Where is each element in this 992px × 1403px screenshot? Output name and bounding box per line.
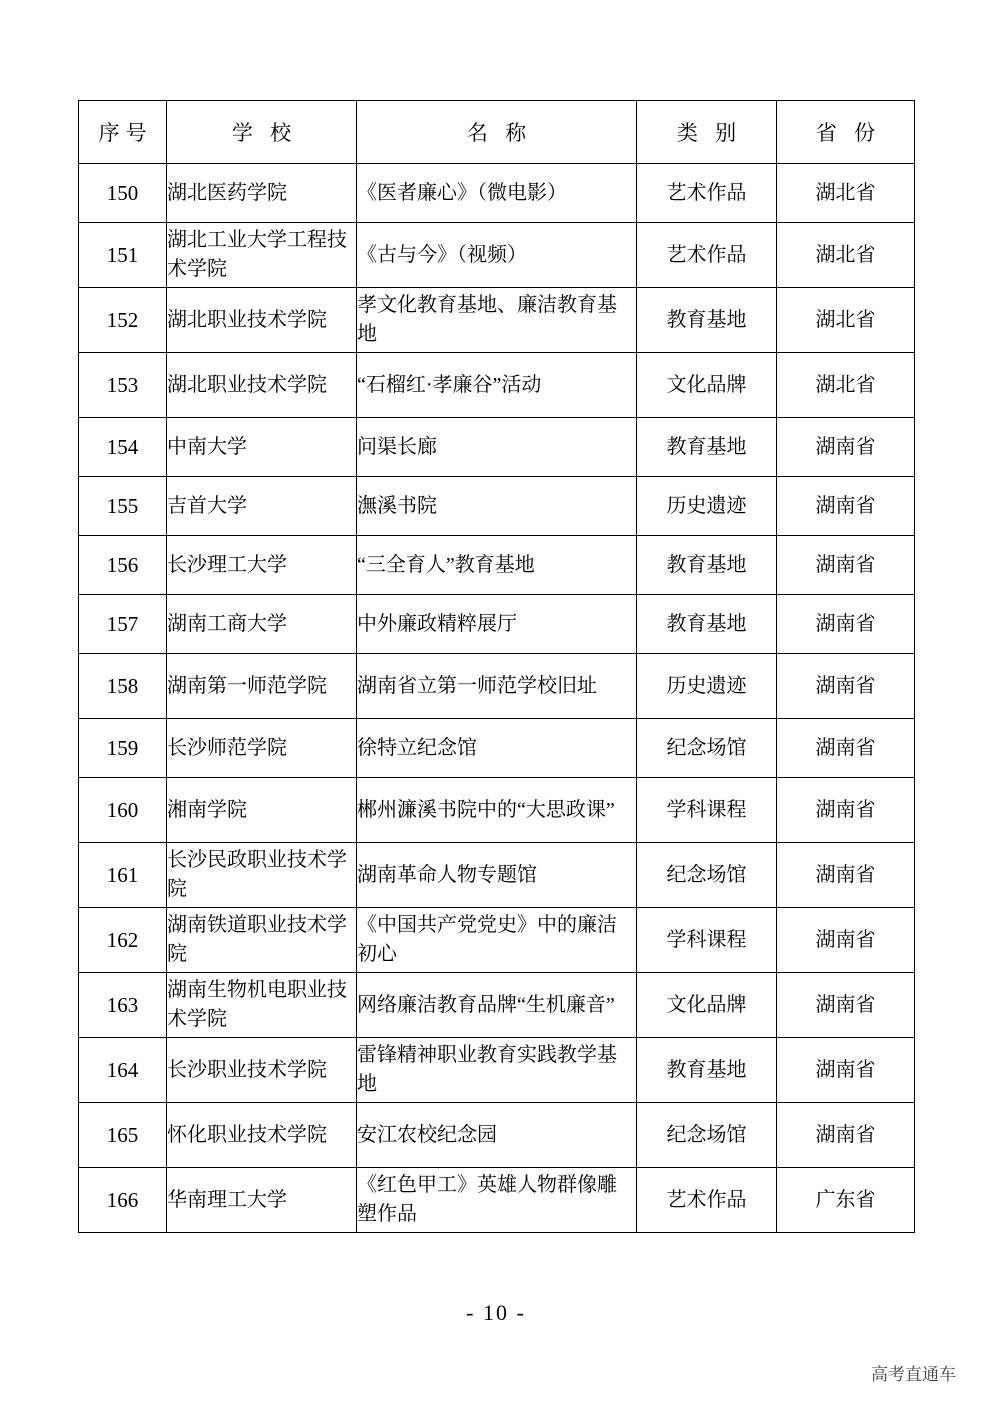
- cell-school: 湖南第一师范学院: [167, 654, 357, 719]
- cell-index: 166: [79, 1168, 167, 1233]
- cell-category: 历史遗迹: [637, 654, 777, 719]
- cell-category: 历史遗迹: [637, 477, 777, 536]
- cell-category: 学科课程: [637, 908, 777, 973]
- cell-province: 湖南省: [777, 595, 915, 654]
- table-row: [79, 719, 915, 778]
- cell-index: 157: [79, 595, 167, 654]
- cell-name: 雷锋精神职业教育实践教学基地: [357, 1038, 637, 1103]
- cell-province: 湖北省: [777, 353, 915, 418]
- table-row: [79, 418, 915, 477]
- header-cell-category: 类 别: [637, 101, 777, 164]
- table-row: [79, 1103, 915, 1168]
- cell-province: 湖南省: [777, 1038, 915, 1103]
- cell-category: 文化品牌: [637, 353, 777, 418]
- table-row: [79, 778, 915, 843]
- table-row: [79, 1168, 915, 1233]
- cell-school: 长沙职业技术学院: [167, 1038, 357, 1103]
- cell-province: 广东省: [777, 1168, 915, 1233]
- table-row: [79, 223, 915, 288]
- cell-name: 问渠长廊: [357, 418, 637, 477]
- cell-name: 网络廉洁教育品牌“生机廉音”: [357, 973, 637, 1038]
- cell-school: 湖南铁道职业技术学院: [167, 908, 357, 973]
- cell-school: 湖北职业技术学院: [167, 288, 357, 353]
- table-body: [79, 164, 915, 1233]
- table-row: [79, 536, 915, 595]
- cell-index: 164: [79, 1038, 167, 1103]
- cell-index: 158: [79, 654, 167, 719]
- cell-name: 郴州濂溪书院中的“大思政课”: [357, 778, 637, 843]
- cell-index: 162: [79, 908, 167, 973]
- cell-index: 163: [79, 973, 167, 1038]
- cell-name: 《医者廉心》（微电影）: [357, 164, 637, 223]
- cell-school: 湖北职业技术学院: [167, 353, 357, 418]
- cell-province: 湖南省: [777, 477, 915, 536]
- table-header: [79, 101, 915, 164]
- cell-province: 湖南省: [777, 1103, 915, 1168]
- cell-name: 潕溪书院: [357, 477, 637, 536]
- table-row: [79, 973, 915, 1038]
- cell-index: 159: [79, 719, 167, 778]
- cell-category: 纪念场馆: [637, 719, 777, 778]
- table-row: [79, 288, 915, 353]
- cell-category: 教育基地: [637, 288, 777, 353]
- cell-province: 湖南省: [777, 908, 915, 973]
- page-number: - 10 -: [466, 1300, 526, 1325]
- cell-province: 湖南省: [777, 973, 915, 1038]
- cell-name: 中外廉政精粹展厅: [357, 595, 637, 654]
- table-row: [79, 843, 915, 908]
- cell-index: 151: [79, 223, 167, 288]
- cell-index: 161: [79, 843, 167, 908]
- cell-province: 湖北省: [777, 164, 915, 223]
- cell-index: 155: [79, 477, 167, 536]
- header-row: [79, 101, 915, 164]
- cell-school: 湖北医药学院: [167, 164, 357, 223]
- cell-school: 湖北工业大学工程技术学院: [167, 223, 357, 288]
- cell-name: “石榴红·孝廉谷”活动: [357, 353, 637, 418]
- cell-school: 湖南工商大学: [167, 595, 357, 654]
- cell-school: 湘南学院: [167, 778, 357, 843]
- cell-category: 纪念场馆: [637, 843, 777, 908]
- cell-category: 文化品牌: [637, 973, 777, 1038]
- cell-name: 徐特立纪念馆: [357, 719, 637, 778]
- cell-school: 怀化职业技术学院: [167, 1103, 357, 1168]
- cell-school: 中南大学: [167, 418, 357, 477]
- cell-school: 华南理工大学: [167, 1168, 357, 1233]
- cell-province: 湖北省: [777, 288, 915, 353]
- table-row: [79, 164, 915, 223]
- cell-province: 湖南省: [777, 536, 915, 595]
- cell-index: 152: [79, 288, 167, 353]
- cell-index: 150: [79, 164, 167, 223]
- header-cell-province: 省 份: [777, 101, 915, 164]
- cell-index: 156: [79, 536, 167, 595]
- header-cell-index: 序号: [79, 101, 167, 164]
- cell-index: 160: [79, 778, 167, 843]
- cell-name: 《红色甲工》英雄人物群像雕塑作品: [357, 1168, 637, 1233]
- header-cell-name: 名 称: [357, 101, 637, 164]
- cell-school: 长沙民政职业技术学院: [167, 843, 357, 908]
- cell-province: 湖南省: [777, 654, 915, 719]
- listing-table: [78, 100, 915, 1233]
- cell-name: 湖南省立第一师范学校旧址: [357, 654, 637, 719]
- cell-school: 吉首大学: [167, 477, 357, 536]
- header-cell-school: 学 校: [167, 101, 357, 164]
- cell-category: 艺术作品: [637, 223, 777, 288]
- cell-school: 长沙师范学院: [167, 719, 357, 778]
- cell-province: 湖北省: [777, 223, 915, 288]
- cell-index: 165: [79, 1103, 167, 1168]
- table-row: [79, 595, 915, 654]
- cell-category: 纪念场馆: [637, 1103, 777, 1168]
- cell-school: 长沙理工大学: [167, 536, 357, 595]
- cell-name: 《古与今》（视频）: [357, 223, 637, 288]
- cell-category: 教育基地: [637, 595, 777, 654]
- cell-name: 《中国共产党党史》中的廉洁初心: [357, 908, 637, 973]
- cell-name: “三全育人”教育基地: [357, 536, 637, 595]
- cell-province: 湖南省: [777, 778, 915, 843]
- cell-category: 教育基地: [637, 418, 777, 477]
- cell-category: 艺术作品: [637, 1168, 777, 1233]
- table-row: [79, 908, 915, 973]
- cell-name: 孝文化教育基地、廉洁教育基地: [357, 288, 637, 353]
- cell-category: 教育基地: [637, 536, 777, 595]
- table-container: [78, 100, 914, 1233]
- table-row: [79, 654, 915, 719]
- cell-category: 艺术作品: [637, 164, 777, 223]
- cell-school: 湖南生物机电职业技术学院: [167, 973, 357, 1038]
- cell-province: 湖南省: [777, 418, 915, 477]
- watermark: 高考直通车: [871, 1365, 956, 1384]
- cell-name: 安江农校纪念园: [357, 1103, 637, 1168]
- cell-index: 153: [79, 353, 167, 418]
- table-row: [79, 353, 915, 418]
- cell-province: 湖南省: [777, 719, 915, 778]
- cell-name: 湖南革命人物专题馆: [357, 843, 637, 908]
- cell-category: 教育基地: [637, 1038, 777, 1103]
- table-row: [79, 1038, 915, 1103]
- table-row: [79, 477, 915, 536]
- cell-category: 学科课程: [637, 778, 777, 843]
- cell-province: 湖南省: [777, 843, 915, 908]
- cell-index: 154: [79, 418, 167, 477]
